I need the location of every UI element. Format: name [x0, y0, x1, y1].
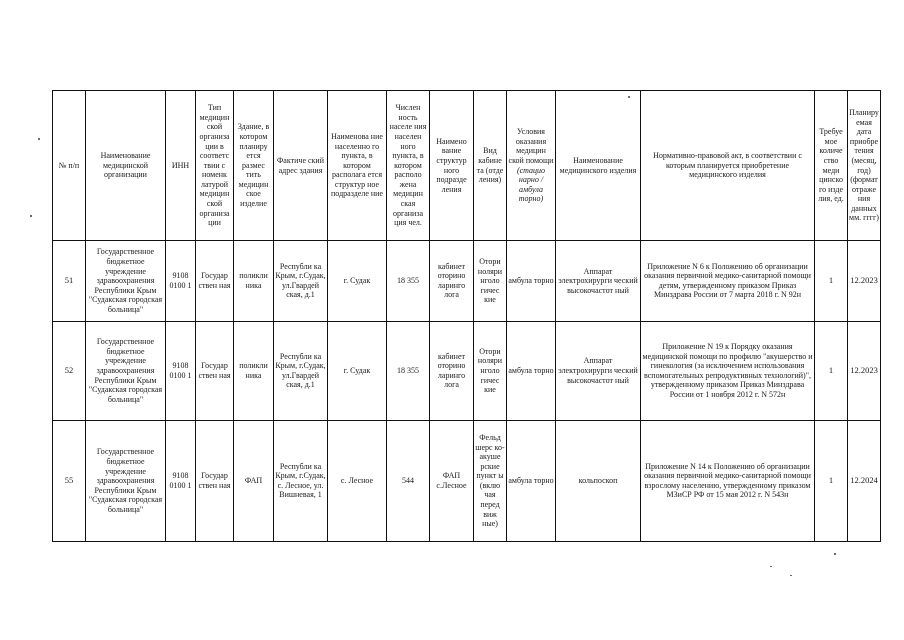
header-locality: Наименова ние населенно го пункта, в котором располага ется структур ное подразделе ние: [328, 91, 387, 241]
header-building: Здание, в котором планиру ется размес тить медицин ское изделие: [234, 91, 274, 241]
medical-equipment-table: [52, 90, 881, 542]
header-type: Тип медицин ской организа ции в соответс твии с номенк латурой медицин ской организа ции: [196, 91, 234, 241]
cell-address: Республи ка Крым, г.Судак, ул.Гвардей ская, д.1: [274, 321, 328, 420]
scan-speck: [790, 575, 792, 576]
cell-act: Приложение N 19 к Порядку оказания медицинской помощи по профилю "акушерство и гинекология (за исключением использования вспомогательных репродуктивных технологий)", утвержденному приказом Приказ Минздрава России от 1 ноября 2012 г. N 572н: [641, 321, 815, 420]
cell-num: 55: [53, 420, 86, 541]
cell-date: 12.2023: [848, 321, 881, 420]
header-conditions: [507, 91, 556, 241]
cell-device: Аппарат электрохирурги ческий высокочастот ный: [556, 321, 641, 420]
cell-qty: 1: [815, 420, 848, 541]
header-row: [53, 91, 881, 241]
table-row: [53, 420, 881, 541]
cell-unit: кабинет оторино ларинго лога: [430, 321, 474, 420]
header-date: Планиру емая дата приобре тения (месяц, год) (формат отраже ния данных мм. гггг): [848, 91, 881, 241]
header-num: № п/п: [53, 91, 86, 241]
scan-speck: [834, 553, 836, 555]
header-inn: ИНН: [166, 91, 196, 241]
header-conditions-note: (стацио нарно / амбула торно): [516, 165, 546, 204]
cell-date: 12.2024: [848, 420, 881, 541]
cell-locality: с. Лесное: [328, 420, 387, 541]
header-address: Фактиче ский адрес здания: [274, 91, 328, 241]
cell-act: Приложение N 6 к Положению об организации оказания первичной медико-санитарной помощи детям, утвержденному приказом Приказ Минздрава России от 7 марта 2018 г. N 92н: [641, 241, 815, 322]
cell-cabinet: Отори ноляри нголо гичес кие: [474, 241, 507, 322]
header-cabinet: Вид кабине та (отде ления): [474, 91, 507, 241]
cell-address: Республи ка Крым, г.Судак, с. Лесное, ул. Вишневая, 1: [274, 420, 328, 541]
cell-cabinet: Отори ноляри нголо гичес кие: [474, 321, 507, 420]
cell-org: Государственное бюджетное учреждение здравоохранения Республики Крым "Судакская городская больница": [86, 241, 166, 322]
cell-type: Государ ствен ная: [196, 420, 234, 541]
table-row: [53, 241, 881, 322]
scan-speck: [38, 138, 40, 140]
cell-org: Государственное бюджетное учреждение здравоохранения Республики Крым "Судакская городская больница": [86, 321, 166, 420]
scan-speck: [770, 566, 772, 567]
cell-num: 52: [53, 321, 86, 420]
cell-org: Государственное бюджетное учреждение здравоохранения Республики Крым "Судакская городская больница": [86, 420, 166, 541]
header-unit: Наимено вание структур ного подразде ления: [430, 91, 474, 241]
cell-type: Государ ствен ная: [196, 321, 234, 420]
cell-num: 51: [53, 241, 86, 322]
cell-inn: 9108 0100 1: [166, 420, 196, 541]
cell-qty: 1: [815, 241, 848, 322]
header-population: Числен ность населе ния населен ного пункта, в котором располо жена медицин ская организа ция чел.: [387, 91, 430, 241]
cell-cabinet: Фельд шерс ко- акуше рские пункт ы (вклю чая перед виж ные): [474, 420, 507, 541]
cell-act: Приложение N 14 к Положению об организации оказания первичной медико-санитарной помощи взрослому населению, утвержденному приказом МЗиСР РФ от 15 мая 2012 г. N 543н: [641, 420, 815, 541]
cell-device: кольпоскоп: [556, 420, 641, 541]
cell-locality: г. Судак: [328, 241, 387, 322]
cell-building: поликли ника: [234, 241, 274, 322]
header-conditions-label: Условия оказания медицин ской помощи: [508, 127, 554, 165]
cell-type: Государ ствен ная: [196, 241, 234, 322]
cell-conditions: амбула торно: [507, 241, 556, 322]
cell-inn: 9108 0100 1: [166, 241, 196, 322]
cell-building: ФАП: [234, 420, 274, 541]
cell-population: 544: [387, 420, 430, 541]
scan-speck: [30, 215, 32, 217]
header-qty: Требуе мое количе ство меди цинско го изде лия, ед.: [815, 91, 848, 241]
cell-building: поликли ника: [234, 321, 274, 420]
cell-population: 18 355: [387, 241, 430, 322]
header-act: Нормативно-правовой акт, в соответствии с которым планируется приобретение медицинского изделия: [641, 91, 815, 241]
cell-conditions: амбула торно: [507, 420, 556, 541]
header-org: Наименование медицинской организации: [86, 91, 166, 241]
cell-unit: кабинет оторино ларинго лога: [430, 241, 474, 322]
cell-population: 18 355: [387, 321, 430, 420]
cell-unit: ФАП с.Лесное: [430, 420, 474, 541]
cell-inn: 9108 0100 1: [166, 321, 196, 420]
cell-date: 12.2023: [848, 241, 881, 322]
cell-device: Аппарат электрохирурги ческий высокочастот ный: [556, 241, 641, 322]
cell-conditions: амбула торно: [507, 321, 556, 420]
table-row: [53, 321, 881, 420]
cell-qty: 1: [815, 321, 848, 420]
cell-locality: г. Судак: [328, 321, 387, 420]
header-device: Наименование медицинского изделия: [556, 91, 641, 241]
cell-address: Республи ка Крым, г.Судак, ул.Гвардей ская, д.1: [274, 241, 328, 322]
